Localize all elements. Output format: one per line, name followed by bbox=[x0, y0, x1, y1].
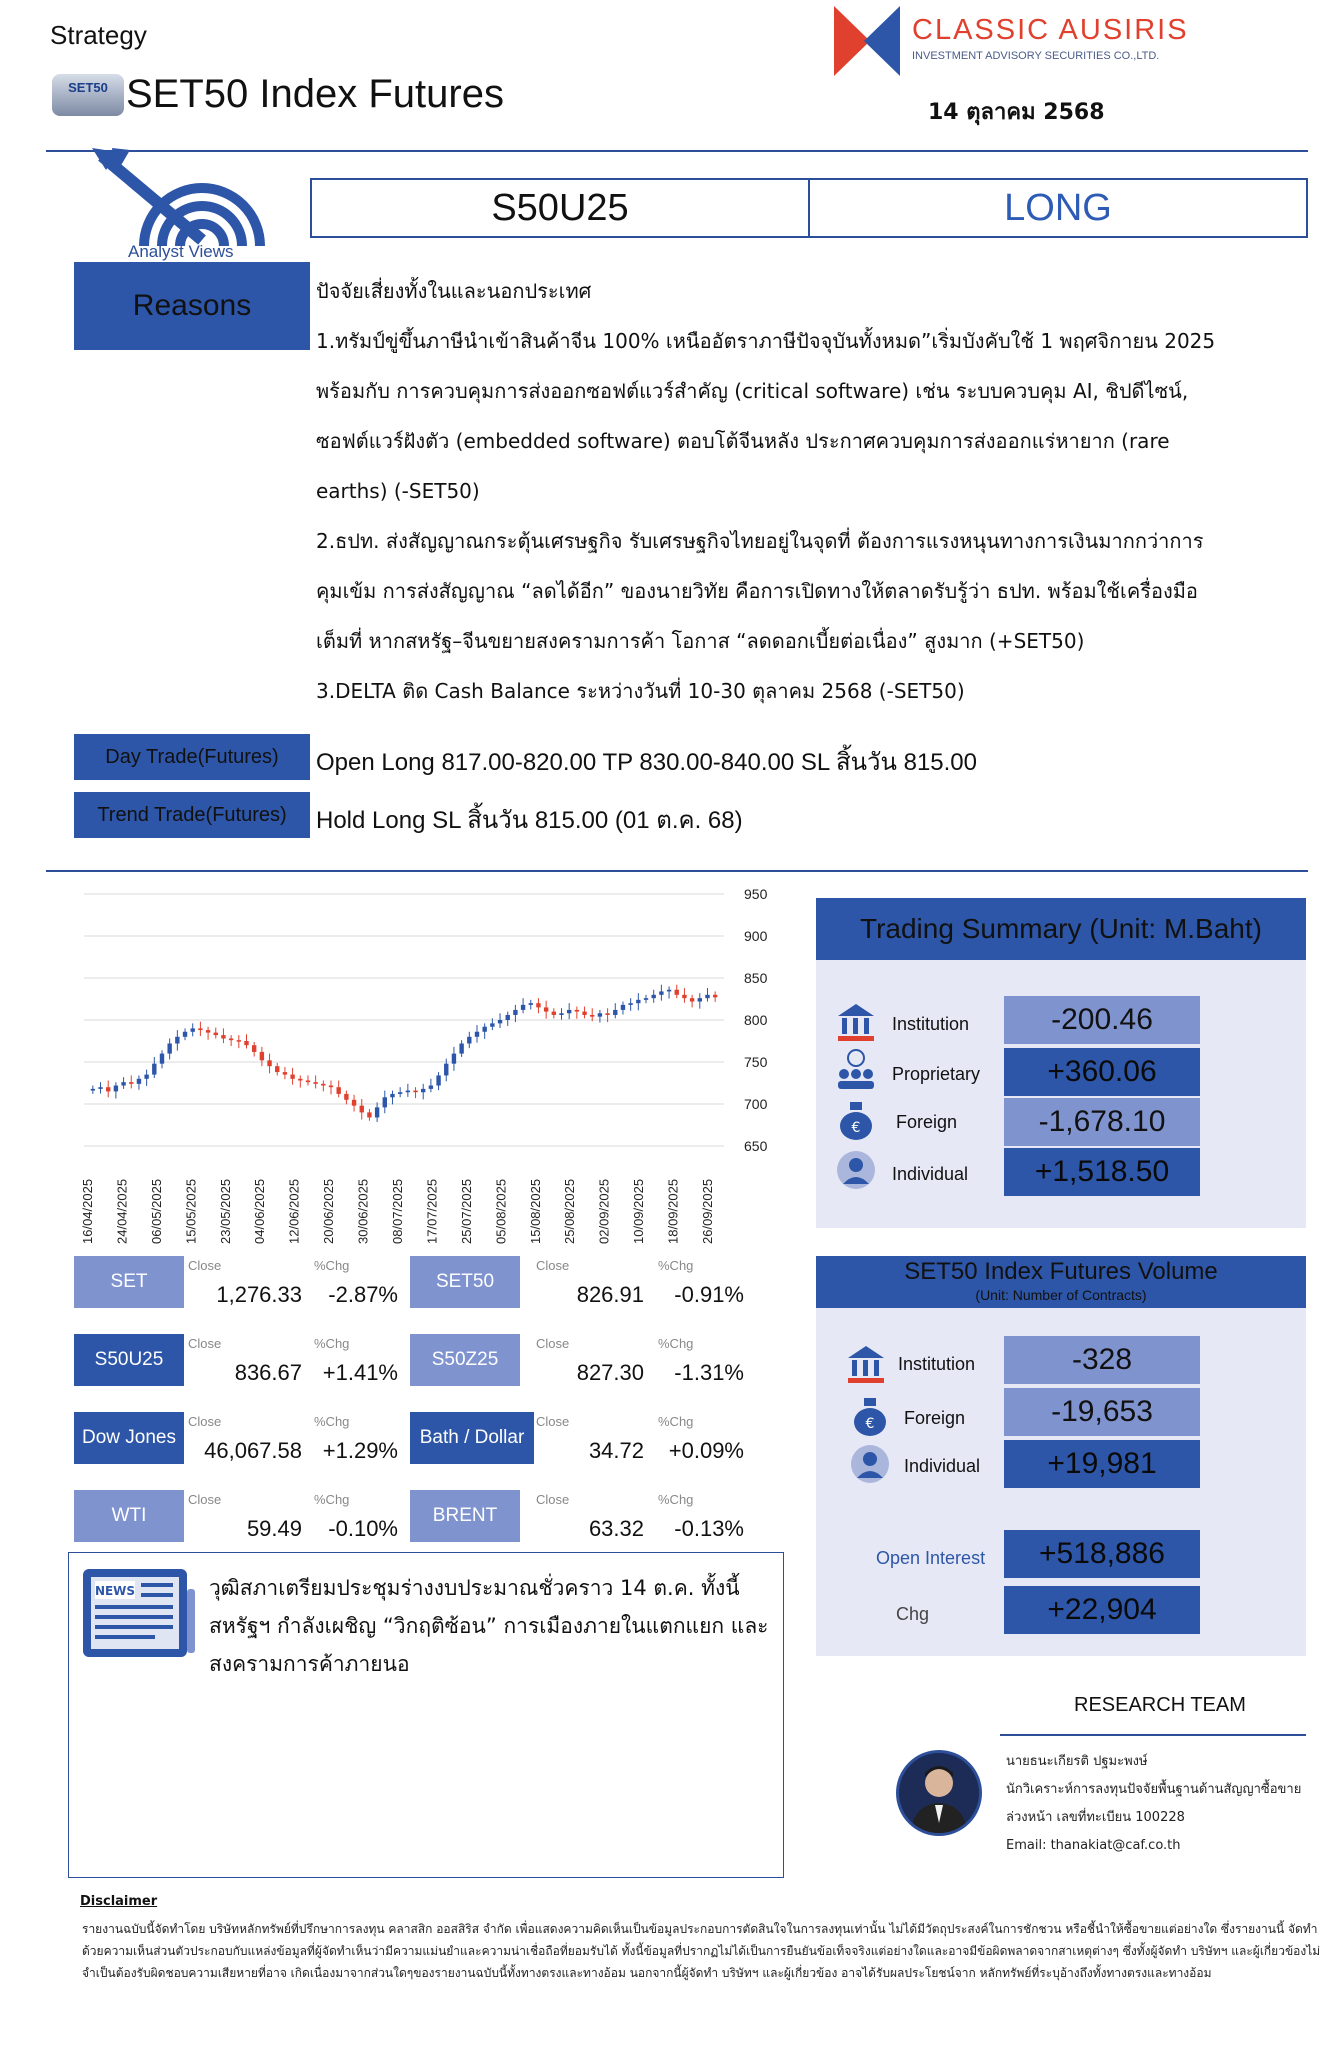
market-close: 836.67 bbox=[234, 1360, 302, 1385]
reason-line: earths) (-SET50) bbox=[316, 479, 480, 503]
news-line: วุฒิสภาเตรียมประชุมร่างงบประมาณชั่วคราว 14 ต.ค. ทั้งนี้ bbox=[209, 1576, 740, 1600]
market-name: WTI bbox=[74, 1490, 184, 1542]
candle-body bbox=[644, 998, 648, 1000]
futures-volume-title: SET50 Index Futures Volume bbox=[904, 1258, 1218, 1285]
chg-caption: %Chg bbox=[314, 1258, 350, 1273]
close-caption: Close bbox=[536, 1492, 570, 1507]
candle-body bbox=[490, 1023, 494, 1026]
x-tick-label: 10/09/2025 bbox=[631, 1178, 647, 1244]
close-caption: Close bbox=[536, 1414, 570, 1429]
chg-label: Chg bbox=[896, 1604, 930, 1624]
x-tick-label: 23/05/2025 bbox=[217, 1178, 233, 1244]
analyst-email: Email: thanakiat@caf.co.th bbox=[1006, 1838, 1181, 1853]
chg-caption: %Chg bbox=[658, 1492, 694, 1507]
candle-body bbox=[575, 1010, 579, 1012]
institution-icon bbox=[844, 1342, 888, 1386]
candle-body bbox=[129, 1082, 133, 1084]
close-caption: Close bbox=[536, 1258, 570, 1273]
candle-body bbox=[336, 1087, 340, 1094]
x-tick-label: 15/05/2025 bbox=[183, 1178, 199, 1244]
y-tick-label: 950 bbox=[744, 886, 768, 902]
x-tick-label: 25/08/2025 bbox=[562, 1178, 578, 1244]
reasons-label: Reasons bbox=[74, 262, 310, 350]
candle-body bbox=[452, 1054, 456, 1064]
candle-body bbox=[352, 1100, 356, 1106]
candle-body bbox=[121, 1082, 125, 1085]
analyst-views-label: Analyst Views bbox=[128, 242, 234, 261]
y-tick-label: 900 bbox=[744, 928, 768, 944]
day-trade-text: Open Long 817.00-820.00 TP 830.00-840.00 SL สิ้นวัน 815.00 bbox=[316, 749, 977, 776]
candle-body bbox=[98, 1087, 102, 1089]
chg-caption: %Chg bbox=[314, 1414, 350, 1429]
news-text bbox=[209, 1569, 779, 1683]
reason-line: พร้อมกับ การควบคุมการส่งออกซอฟต์แวร์สำคัญ (critical software) เช่น ระบบควบคุม AI, ชิปดีไซน์, bbox=[316, 379, 1189, 403]
candle-body bbox=[252, 1045, 256, 1052]
news-line: สงครามการค้าภายนอ bbox=[209, 1652, 410, 1676]
person-icon bbox=[899, 1753, 979, 1833]
candle-body bbox=[636, 1000, 640, 1003]
candle-body bbox=[675, 990, 679, 995]
candle-body bbox=[459, 1044, 463, 1054]
market-name: SET50 bbox=[410, 1256, 520, 1308]
x-tick-label: 15/08/2025 bbox=[527, 1178, 543, 1244]
summary-row-value: -1,678.10 bbox=[1004, 1098, 1200, 1146]
summary-row-label: Proprietary bbox=[892, 1064, 981, 1084]
candle-body bbox=[321, 1084, 325, 1086]
company-logo bbox=[834, 6, 900, 76]
candle-body bbox=[598, 1013, 602, 1016]
x-tick-label: 04/06/2025 bbox=[252, 1178, 268, 1244]
market-close: 59.49 bbox=[246, 1516, 302, 1541]
reason-line: ซอฟต์แวร์ฝังตัว (embedded software) ตอบโต้จีนหลัง ประกาศควบคุมการส่งออกแร่หายาก (rare bbox=[316, 429, 1170, 453]
candle-body bbox=[283, 1072, 287, 1075]
summary-row-label: Foreign bbox=[896, 1112, 958, 1132]
x-tick-label: 17/07/2025 bbox=[424, 1178, 440, 1244]
summary-row-value: -200.46 bbox=[1004, 996, 1200, 1044]
volume-row-value: -19,653 bbox=[1004, 1388, 1200, 1436]
candle-body bbox=[513, 1010, 517, 1015]
candle-body bbox=[313, 1082, 317, 1084]
set50-futures-badge: SET50 bbox=[52, 74, 124, 116]
market-name: S50U25 bbox=[74, 1334, 184, 1386]
candle-body bbox=[390, 1094, 394, 1097]
candle-body bbox=[367, 1112, 371, 1117]
x-tick-label: 06/05/2025 bbox=[148, 1178, 164, 1244]
volume-row-value: +19,981 bbox=[1004, 1440, 1200, 1488]
day-trade-label: Day Trade(Futures) bbox=[74, 734, 310, 780]
candle-body bbox=[413, 1091, 417, 1093]
position-direction: LONG bbox=[1004, 186, 1112, 229]
candle-body bbox=[175, 1037, 179, 1044]
close-caption: Close bbox=[188, 1414, 222, 1429]
market-name: Dow Jones bbox=[74, 1412, 184, 1464]
trend-trade-label: Trend Trade(Futures) bbox=[74, 792, 310, 838]
candle-body bbox=[667, 990, 671, 992]
candle-body bbox=[114, 1086, 118, 1092]
svg-text:€: € bbox=[865, 1416, 875, 1432]
summary-row-label: Institution bbox=[892, 1014, 970, 1034]
open-interest-value: +518,886 bbox=[1004, 1530, 1200, 1578]
candle-body bbox=[298, 1079, 302, 1081]
candle-body bbox=[628, 1003, 632, 1005]
futures-volume-subtitle: (Unit: Number of Contracts) bbox=[975, 1287, 1147, 1303]
reason-line: ปัจจัยเสี่ยงทั้งในและนอกประเทศ bbox=[316, 279, 592, 303]
chg-value: +22,904 bbox=[1004, 1586, 1200, 1634]
x-tick-label: 30/06/2025 bbox=[355, 1178, 371, 1244]
reason-line: เต็มที่ หากสหรัฐ–จีนขยายสงครามการค้า โอกาส “ลดดอกเบี้ยต่อเนื่อง” สูงมาก (+SET50) bbox=[316, 629, 1085, 653]
x-tick-label: 25/07/2025 bbox=[458, 1178, 474, 1244]
market-name: SET bbox=[74, 1256, 184, 1308]
market-close: 63.32 bbox=[588, 1516, 644, 1541]
analyst-avatar bbox=[896, 1750, 982, 1836]
x-tick-label: 05/08/2025 bbox=[493, 1178, 509, 1244]
chg-caption: %Chg bbox=[658, 1414, 694, 1429]
candle-body bbox=[306, 1080, 310, 1082]
trading-summary-title: Trading Summary (Unit: M.Baht) bbox=[816, 898, 1306, 960]
candle-body bbox=[183, 1032, 187, 1037]
chg-caption: %Chg bbox=[314, 1336, 350, 1351]
candle-body bbox=[467, 1037, 471, 1044]
market-name: BRENT bbox=[410, 1490, 520, 1542]
candle-body bbox=[383, 1097, 387, 1107]
candle-body bbox=[536, 1003, 540, 1007]
futures-volume-panel bbox=[816, 1256, 1306, 1656]
summary-row-value: +1,518.50 bbox=[1004, 1148, 1200, 1196]
candle-body bbox=[421, 1089, 425, 1092]
individual-icon bbox=[834, 1148, 878, 1192]
category-label: Strategy bbox=[50, 20, 147, 50]
y-tick-label: 750 bbox=[744, 1054, 768, 1070]
candle-body bbox=[137, 1079, 141, 1084]
candle-body bbox=[705, 995, 709, 998]
candle-body bbox=[375, 1107, 379, 1117]
candle-body bbox=[406, 1091, 410, 1093]
reason-line: คุมเข้ม การส่งสัญญาณ “ลดได้อีก” ของนายวิทัย คือการเปิดทางให้ตลาดรับรู้ว่า ธปท. พร้อมใช้เครื่องมือ bbox=[316, 579, 1198, 603]
trading-summary-panel bbox=[816, 898, 1306, 1228]
summary-row-value: +360.06 bbox=[1004, 1048, 1200, 1096]
candle-body bbox=[567, 1010, 571, 1013]
candle-body bbox=[398, 1092, 402, 1094]
volume-row-label: Foreign bbox=[904, 1408, 966, 1428]
brand-name: CLASSIC AUSIRIS bbox=[912, 14, 1189, 46]
market-chg: -0.91% bbox=[674, 1282, 744, 1307]
candle-body bbox=[552, 1012, 556, 1015]
y-tick-label: 850 bbox=[744, 970, 768, 986]
x-tick-label: 16/04/2025 bbox=[80, 1178, 95, 1244]
news-icon-label: NEWS bbox=[94, 1584, 136, 1598]
candle-body bbox=[244, 1041, 248, 1045]
candle-body bbox=[621, 1005, 625, 1010]
candle-body bbox=[144, 1075, 148, 1079]
market-close: 826.91 bbox=[576, 1282, 644, 1307]
x-tick-label: 02/09/2025 bbox=[596, 1178, 612, 1244]
market-close: 1,276.33 bbox=[216, 1282, 302, 1307]
x-tick-label: 18/09/2025 bbox=[665, 1178, 681, 1244]
x-tick-label: 12/06/2025 bbox=[286, 1178, 302, 1244]
candle-body bbox=[191, 1028, 195, 1031]
position-box bbox=[310, 178, 1308, 238]
market-chg: -2.87% bbox=[328, 1282, 398, 1307]
institution-icon bbox=[834, 1000, 878, 1044]
candle-body bbox=[260, 1052, 264, 1060]
market-close: 827.30 bbox=[576, 1360, 644, 1385]
market-chg: +1.29% bbox=[322, 1438, 398, 1463]
x-tick-label: 26/09/2025 bbox=[700, 1178, 715, 1244]
reason-line: 2.ธปท. ส่งสัญญาณกระตุ้นเศรษฐกิจ รับเศรษฐกิจไทยอยู่ในจุดที่ ต้องการแรงหนุนทางการเงินมากกว่าการ bbox=[316, 529, 1204, 553]
candle-body bbox=[659, 991, 663, 994]
reason-line: 3.DELTA ติด Cash Balance ระหว่างวันที่ 10-30 ตุลาคม 2568 (-SET50) bbox=[316, 679, 965, 703]
close-caption: Close bbox=[536, 1336, 570, 1351]
x-tick-label: 20/06/2025 bbox=[321, 1178, 337, 1244]
section-divider bbox=[46, 870, 1308, 872]
candle-body bbox=[482, 1027, 486, 1032]
candle-body bbox=[498, 1020, 502, 1023]
candle-body bbox=[590, 1015, 594, 1017]
candle-body bbox=[229, 1038, 233, 1040]
candle-body bbox=[444, 1064, 448, 1076]
disclaimer-text: รายงานฉบับนี้จัดทำโดย บริษัทหลักทรัพย์ที่ปรึกษาการลงทุน คลาสสิก ออสสิริส จำกัด เพื่อแสดงความคิดเห็นเป็นข้อมูลประกอบการตัดสินใจในการลงทุนเท่านั้น ไม่ได้มีวัตถุประสงค์ในการชักชวน หรือชี้นำให้ซื้อขายแต่อย่างใด ซึ่งรายงานนี้ จัดทำด้วยความเห็นส่วนตัวประกอบกับแหล่งข้อมูลที่ผู้จัดทำเห็นว่ามีความแม่นยำและความน่าเชื่อถือที่ยอมรับได้ ทั้งนี้ข้อมูลที่ปรากฏไม่ได้เป็นการยืนยันข้อเท็จจริงแต่อย่างใดและอาจมีข้อผิดพลาดจากสาเหตุต่างๆ ซึ่งทั้งผู้จัดทำ บริษัทฯ และผู้เกี่ยวข้องไม่จำเป็นต้องรับผิดชอบความเสียหายที่อาจ เกิดเนื่องมาจากส่วนใดๆของรายงานฉบับนี้ทั้งทางตรงและทางอ้อม นอกจากนี้ผู้จัดทำ บริษัทฯ และผู้เกี่ยวข้อง อาจได้รับผลประโยชน์จาก หลักทรัพย์ที่ระบุอ้างถึงทั้งทางตรงและทางอ้อม bbox=[82, 1922, 1321, 1980]
candle-body bbox=[106, 1087, 110, 1091]
reason-line: 1.ทรัมป์ขู่ขึ้นภาษีนำเข้าสินค้าจีน 100% เหนืออัตราภาษีปัจจุบันทั้งหมด”เริ่มบังคับใช้ 1 พฤศจิกายน 2025 bbox=[316, 329, 1216, 353]
candle-body bbox=[506, 1015, 510, 1020]
market-close: 46,067.58 bbox=[204, 1438, 302, 1463]
candle-body bbox=[198, 1028, 202, 1030]
chg-caption: %Chg bbox=[658, 1258, 694, 1273]
foreign-icon bbox=[848, 1394, 892, 1438]
news-box bbox=[68, 1552, 784, 1878]
futures-volume-header bbox=[816, 1256, 1306, 1308]
disclaimer-title: Disclaimer bbox=[80, 1894, 158, 1909]
candle-body bbox=[160, 1054, 164, 1064]
news-line: สหรัฐฯ กำลังเผชิญ “วิกฤติซ้อน” การเมืองภายในแตกแยก และ bbox=[209, 1614, 769, 1638]
close-caption: Close bbox=[188, 1258, 222, 1273]
y-tick-label: 700 bbox=[744, 1096, 768, 1112]
candle-body bbox=[237, 1040, 241, 1042]
candle-body bbox=[221, 1035, 225, 1038]
candle-body bbox=[713, 995, 717, 998]
analyst-name: นายธนะเกียรติ ปฐมะพงษ์ bbox=[1006, 1754, 1148, 1769]
svg-text:€: € bbox=[851, 1120, 861, 1136]
brand-subtitle: INVESTMENT ADVISORY SECURITIES CO.,LTD. bbox=[912, 50, 1160, 62]
position-symbol: S50U25 bbox=[312, 180, 810, 236]
candle-body bbox=[267, 1060, 271, 1066]
trend-trade-text: Hold Long SL สิ้นวัน 815.00 (01 ต.ค. 68) bbox=[316, 807, 743, 834]
candle-body bbox=[360, 1106, 364, 1113]
close-caption: Close bbox=[188, 1492, 222, 1507]
market-chg: -0.10% bbox=[328, 1516, 398, 1541]
candle-body bbox=[605, 1013, 609, 1015]
candle-body bbox=[613, 1010, 617, 1015]
open-interest-label: Open Interest bbox=[876, 1548, 986, 1568]
candle-body bbox=[152, 1064, 156, 1075]
market-chg: -1.31% bbox=[674, 1360, 744, 1385]
chg-caption: %Chg bbox=[658, 1336, 694, 1351]
research-team-divider bbox=[1000, 1734, 1306, 1736]
market-close: 34.72 bbox=[588, 1438, 644, 1463]
report-date: 14 ตุลาคม 2568 bbox=[928, 100, 1105, 125]
analyst-role: นักวิเคราะห์การลงทุนปัจจัยพื้นฐานด้านสัญญาซื้อขาย bbox=[1006, 1782, 1302, 1797]
price-chart bbox=[74, 880, 784, 1250]
candle-body bbox=[290, 1075, 294, 1079]
candle-body bbox=[436, 1075, 440, 1085]
analyst-license: ล่วงหน้า เลขที่ทะเบียน 100228 bbox=[1006, 1810, 1185, 1825]
candle-body bbox=[582, 1012, 586, 1015]
candle-body bbox=[651, 995, 655, 998]
newspaper-icon bbox=[81, 1565, 199, 1661]
candle-body bbox=[559, 1013, 563, 1015]
candle-body bbox=[475, 1032, 479, 1037]
close-caption: Close bbox=[188, 1336, 222, 1351]
candle-body bbox=[698, 998, 702, 1001]
candle-body bbox=[329, 1086, 333, 1088]
research-team-title: RESEARCH TEAM bbox=[1074, 1694, 1246, 1716]
volume-row-label: Individual bbox=[904, 1456, 981, 1476]
candle-body bbox=[167, 1044, 171, 1054]
market-chg: +0.09% bbox=[668, 1438, 744, 1463]
candle-body bbox=[91, 1089, 95, 1091]
candle-body bbox=[214, 1033, 218, 1036]
x-tick-label: 08/07/2025 bbox=[390, 1178, 405, 1244]
y-tick-label: 800 bbox=[744, 1012, 768, 1028]
market-name: Bath / Dollar bbox=[410, 1412, 534, 1464]
summary-row-label: Individual bbox=[892, 1164, 969, 1184]
candle-body bbox=[682, 995, 686, 998]
proprietary-icon bbox=[834, 1048, 878, 1092]
candle-body bbox=[544, 1007, 548, 1011]
candle-body bbox=[275, 1066, 279, 1072]
page-title: SET50 Index Futures bbox=[126, 72, 504, 116]
candle-body bbox=[206, 1030, 210, 1033]
market-chg: +1.41% bbox=[322, 1360, 398, 1385]
candle-body bbox=[521, 1005, 525, 1010]
market-chg: -0.13% bbox=[674, 1516, 744, 1541]
foreign-icon bbox=[834, 1098, 878, 1142]
x-tick-label: 24/04/2025 bbox=[114, 1178, 130, 1244]
candle-body bbox=[529, 1003, 533, 1005]
candle-body bbox=[690, 998, 694, 1001]
candle-body bbox=[429, 1086, 433, 1089]
y-tick-label: 650 bbox=[744, 1138, 768, 1154]
volume-row-label: Institution bbox=[898, 1354, 976, 1374]
chg-caption: %Chg bbox=[314, 1492, 350, 1507]
candle-body bbox=[344, 1094, 348, 1100]
volume-row-value: -328 bbox=[1004, 1336, 1200, 1384]
market-name: S50Z25 bbox=[410, 1334, 520, 1386]
individual-icon bbox=[848, 1442, 892, 1486]
